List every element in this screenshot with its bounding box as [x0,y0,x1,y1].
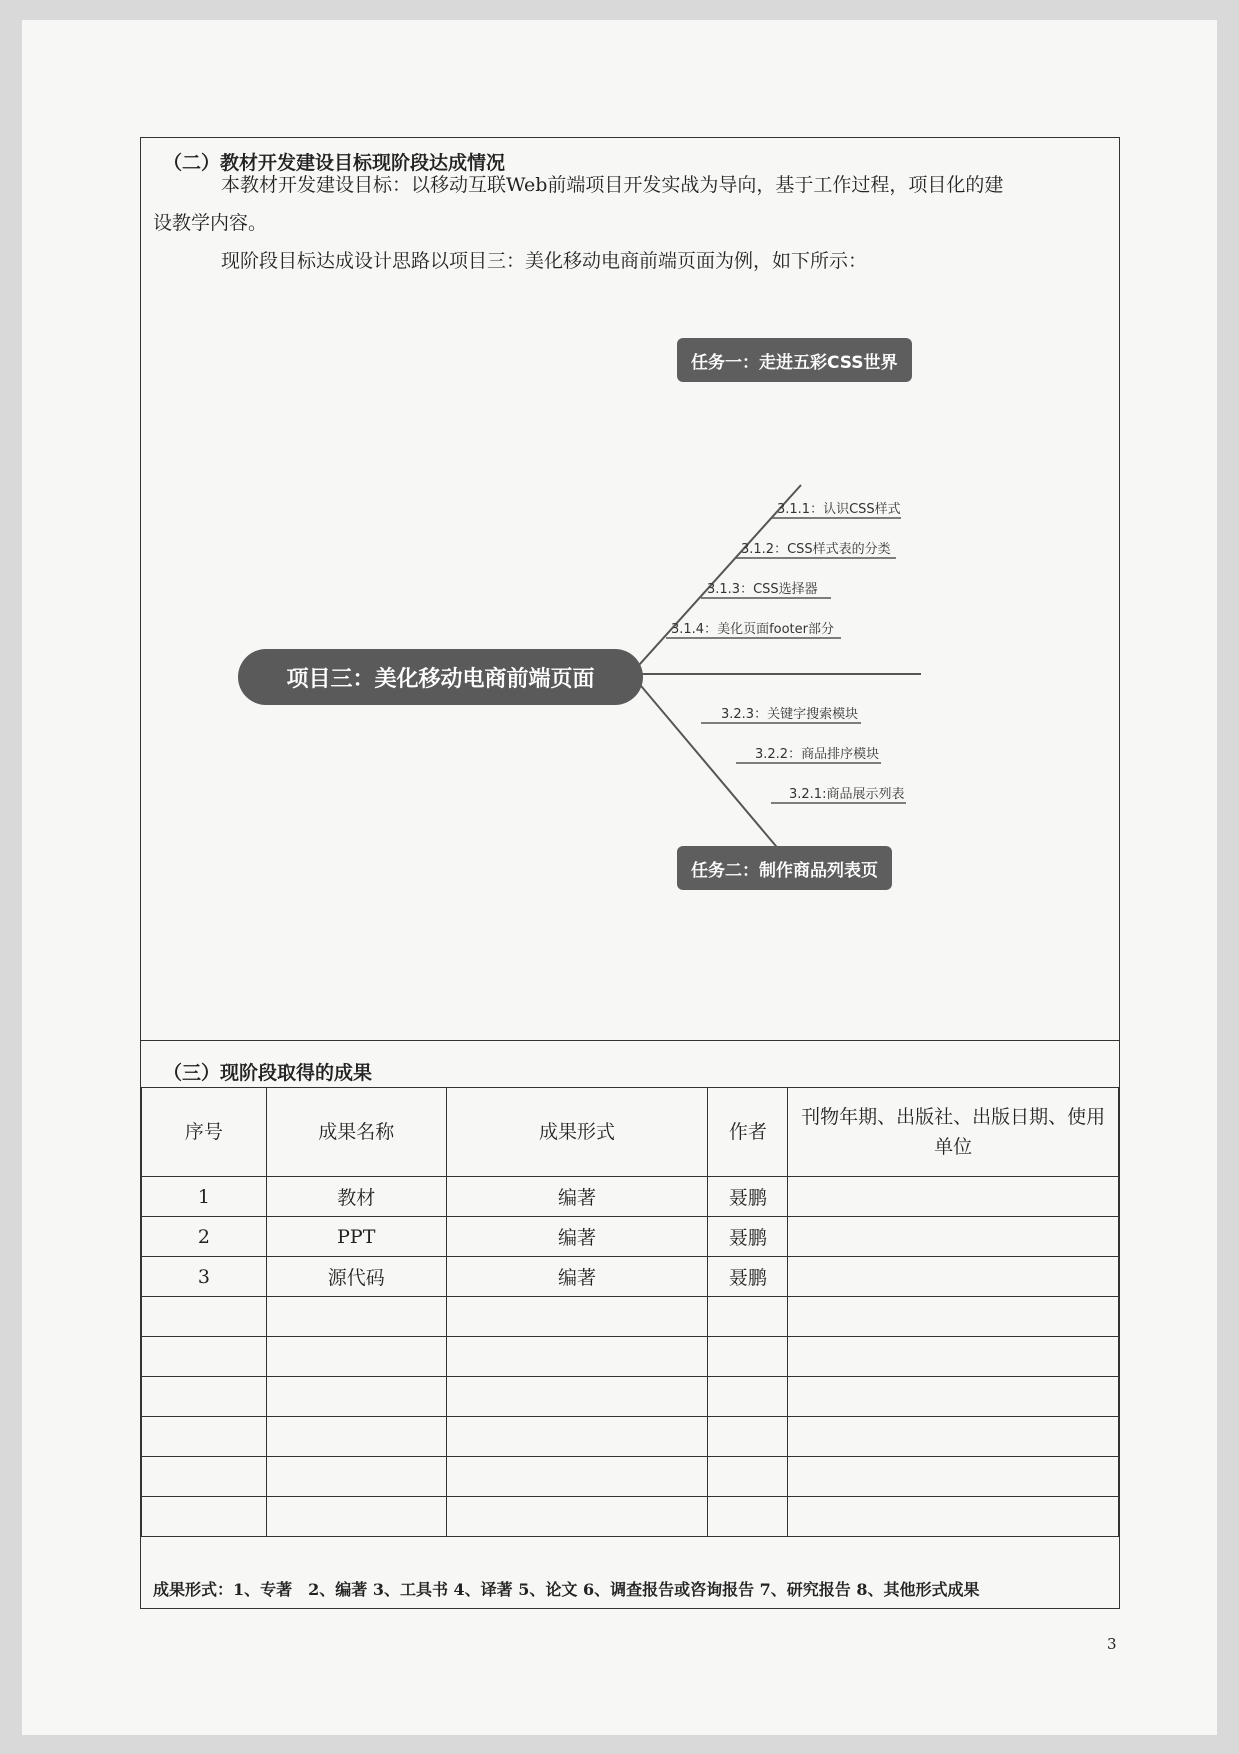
table-cell [142,1297,267,1337]
item-323: 3.2.3：关键字搜索模块 [721,707,859,722]
table-cell: 编著 [446,1217,708,1257]
table-row [142,1337,1119,1377]
table-cell [708,1497,788,1537]
section-2-title: （二）教材开发建设目标现阶段达成情况 [163,152,506,174]
table-cell: PPT [266,1217,446,1257]
table-cell [788,1457,1119,1497]
table-row [142,1417,1119,1457]
branch-task2 [631,674,786,858]
table-cell [788,1217,1119,1257]
table-cell [266,1377,446,1417]
item-313: 3.1.3：CSS选择器 [707,582,818,597]
mindmap [141,338,1121,1038]
table-cell [788,1497,1119,1537]
header-publication: 刊物年期、出版社、出版日期、使用单位 [788,1088,1119,1177]
table-cell [446,1297,708,1337]
header-name: 成果名称 [266,1088,446,1177]
table-cell [446,1417,708,1457]
table-cell [788,1257,1119,1297]
table-cell [266,1457,446,1497]
item-321: 3.2.1:商品展示列表 [789,787,905,802]
table-cell: 源代码 [266,1257,446,1297]
item-314: 3.1.4：美化页面footer部分 [671,622,835,637]
table-cell [788,1177,1119,1217]
page-sheet [22,20,1217,1735]
item-311: 3.1.1：认识CSS样式 [777,502,901,517]
table-cell: 聂鹏 [708,1217,788,1257]
table-row [142,1257,1119,1297]
results-table [141,1087,1119,1537]
table-cell: 编著 [446,1177,708,1217]
table-cell [446,1497,708,1537]
table-cell: 教材 [266,1177,446,1217]
table-cell [708,1377,788,1417]
header-form: 成果形式 [446,1088,708,1177]
table-cell [708,1297,788,1337]
table-cell [266,1417,446,1457]
table-cell [266,1497,446,1537]
central-topic: 项目三：美化移动电商前端页面 [238,649,643,705]
table-cell [788,1377,1119,1417]
table-cell [708,1457,788,1497]
table-row [142,1457,1119,1497]
table-row [142,1217,1119,1257]
para-1-line-1: 本教材开发建设目标：以移动互联Web前端项目开发实战为导向，基于工作过程，项目化的建 [221,174,1004,196]
table-cell [266,1297,446,1337]
task-2-node: 任务二：制作商品列表页 [677,846,892,890]
section-3-title: （三）现阶段取得的成果 [163,1062,373,1084]
table-header-row [142,1088,1119,1177]
form-frame [140,137,1120,1609]
table-cell [142,1377,267,1417]
table-cell [446,1337,708,1377]
table-row [142,1377,1119,1417]
table-cell [142,1417,267,1457]
table-cell [446,1377,708,1417]
table-cell: 1 [142,1177,267,1217]
para-1-line-2: 设教学内容。 [153,212,268,234]
section-2 [141,138,1119,1041]
page-number: 3 [1107,1635,1117,1653]
item-322: 3.2.2：商品排序模块 [755,747,880,762]
header-no: 序号 [142,1088,267,1177]
table-cell: 编著 [446,1257,708,1297]
table-cell [142,1337,267,1377]
task-1-node: 任务一：走进五彩CSS世界 [677,338,912,382]
table-row [142,1177,1119,1217]
table-cell [788,1297,1119,1337]
table-cell [708,1337,788,1377]
item-312: 3.1.2：CSS样式表的分类 [741,542,891,557]
para-2: 现阶段目标达成设计思路以项目三：美化移动电商前端页面为例，如下所示： [221,250,868,272]
table-cell [446,1457,708,1497]
table-cell [788,1337,1119,1377]
table-cell [708,1417,788,1457]
table-cell: 2 [142,1217,267,1257]
table-cell [788,1417,1119,1457]
header-author: 作者 [708,1088,788,1177]
table-cell: 3 [142,1257,267,1297]
table-cell: 聂鹏 [708,1177,788,1217]
table-cell [142,1497,267,1537]
footnote: 成果形式：1、专著 2、编著 3、工具书 4、译著 5、论文 6、调查报告或咨询报告 7、研究报告 8、其他形式成果 [153,1580,980,1599]
table-row [142,1497,1119,1537]
table-cell: 聂鹏 [708,1257,788,1297]
table-cell [142,1457,267,1497]
table-cell [266,1337,446,1377]
table-row [142,1297,1119,1337]
